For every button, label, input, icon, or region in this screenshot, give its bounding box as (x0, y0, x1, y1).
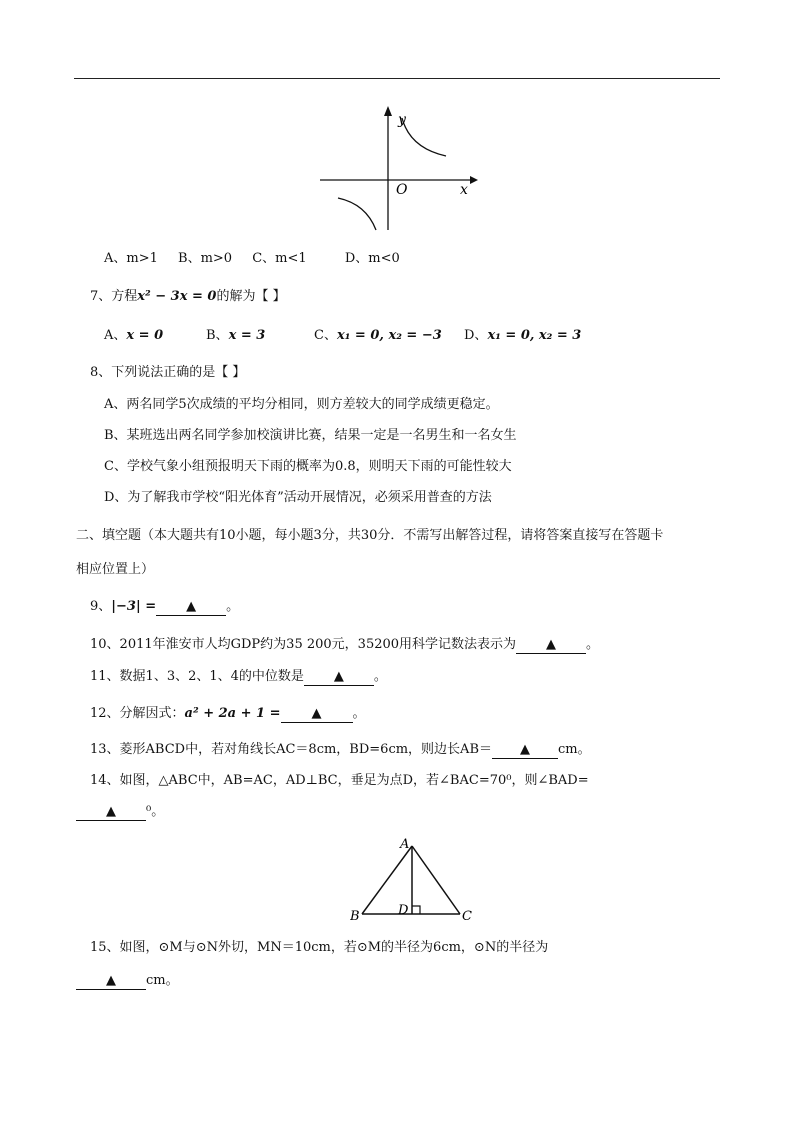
q8-option-a: A、两名同学5次成绩的平均分相同，则方差较大的同学成绩更稳定。 (104, 397, 499, 412)
vertex-a-label: A (400, 837, 410, 852)
q9-expression: |−3| = (111, 599, 157, 614)
x-axis-arrow (470, 176, 478, 184)
x-label: x (460, 182, 468, 198)
q7-option-a: A、x = 0 (104, 328, 164, 343)
q9-blank[interactable]: ▲ (156, 599, 226, 616)
q12: 12、分解因式：a² + 2a + 1 = ▲ 。 (90, 706, 366, 721)
q8-stem: 8、下列说法正确的是【 】 (90, 365, 246, 380)
q11: 11、数据1、3、2、1、4的中位数是 ▲ 。 (90, 669, 387, 684)
q8-option-d: D、为了解我市学校“阳光体育”活动开展情况，必须采用普查的方法 (104, 490, 492, 505)
q10-blank[interactable]: ▲ (516, 637, 586, 654)
q15-blank[interactable]: ▲ (76, 973, 146, 990)
q15-line1: 15、如图，⊙M与⊙N外切，MN＝10cm，若⊙M的半径为6cm，⊙N的半径为 (90, 940, 549, 955)
q6-option-d: D、m<0 (344, 251, 400, 266)
section2-line2: 相应位置上） (76, 562, 155, 577)
header-rule (74, 78, 720, 79)
q7-stem (90, 288, 286, 306)
q6-option-b: B、m>0 (178, 251, 233, 266)
y-label: y (398, 112, 406, 128)
origin-label: O (396, 182, 408, 198)
q6-options (104, 250, 400, 268)
q15-line2: ▲ cm。 (76, 972, 179, 990)
q10: 10、2011年淮安市人均GDP约为35 200元，35200用科学记数法表示为 ▲ 。 (90, 637, 600, 652)
q7-suffix: 的解为【 】 (216, 289, 286, 304)
right-angle-mark (412, 906, 420, 914)
q7-option-b: B、x = 3 (206, 328, 266, 343)
vertex-c-label: C (462, 909, 472, 924)
side-ac (412, 846, 460, 914)
q6-option-a: A、m>1 (104, 251, 158, 266)
q7-prefix: 7、方程 (90, 289, 138, 304)
q14-line2: ▲ ⁰。 (76, 803, 164, 821)
hyperbola-branch-lower (338, 198, 376, 230)
point-d-label: D (398, 903, 409, 918)
y-axis-arrow (384, 106, 392, 116)
q8-option-b: B、某班选出两名同学参加校演讲比赛，结果一定是一名男生和一名女生 (104, 428, 517, 443)
q7-equation: x² − 3x = 0 (137, 289, 217, 304)
q11-blank[interactable]: ▲ (304, 669, 374, 686)
q12-blank[interactable]: ▲ (281, 706, 353, 723)
q13-blank[interactable]: ▲ (492, 742, 558, 759)
q14-blank[interactable]: ▲ (76, 804, 146, 821)
hyperbola-branch-upper (402, 118, 446, 156)
section2-line1: 二、填空题（本大题共有10小题，每小题3分，共30分．不需写出解答过程，请将答案直接写在答题卡 (76, 528, 664, 543)
q6-option-c: C、m<1 (252, 251, 307, 266)
q7-option-c: C、x₁ = 0, x₂ = −3 (314, 328, 442, 343)
q9: 9、|−3| = ▲ 。 (90, 599, 240, 614)
q12-expression: a² + 2a + 1 = (184, 706, 281, 721)
q8-option-c: C、学校气象小组预报明天下雨的概率为0.8，则明天下雨的可能性较大 (104, 459, 512, 474)
hyperbola-graph (318, 104, 478, 232)
q13: 13、菱形ABCD中，若对角线长AC＝8cm，BD=6cm，则边长AB＝ ▲ cm。 (90, 742, 591, 757)
triangle-figure (350, 834, 476, 926)
vertex-b-label: B (350, 909, 360, 924)
q7-option-d: D、x₁ = 0, x₂ = 3 (464, 328, 582, 343)
q14-line1: 14、如图，△ABC中，AB=AC，AD⊥BC，垂足为点D，若∠BAC=70⁰，则∠BAD= (90, 773, 589, 788)
